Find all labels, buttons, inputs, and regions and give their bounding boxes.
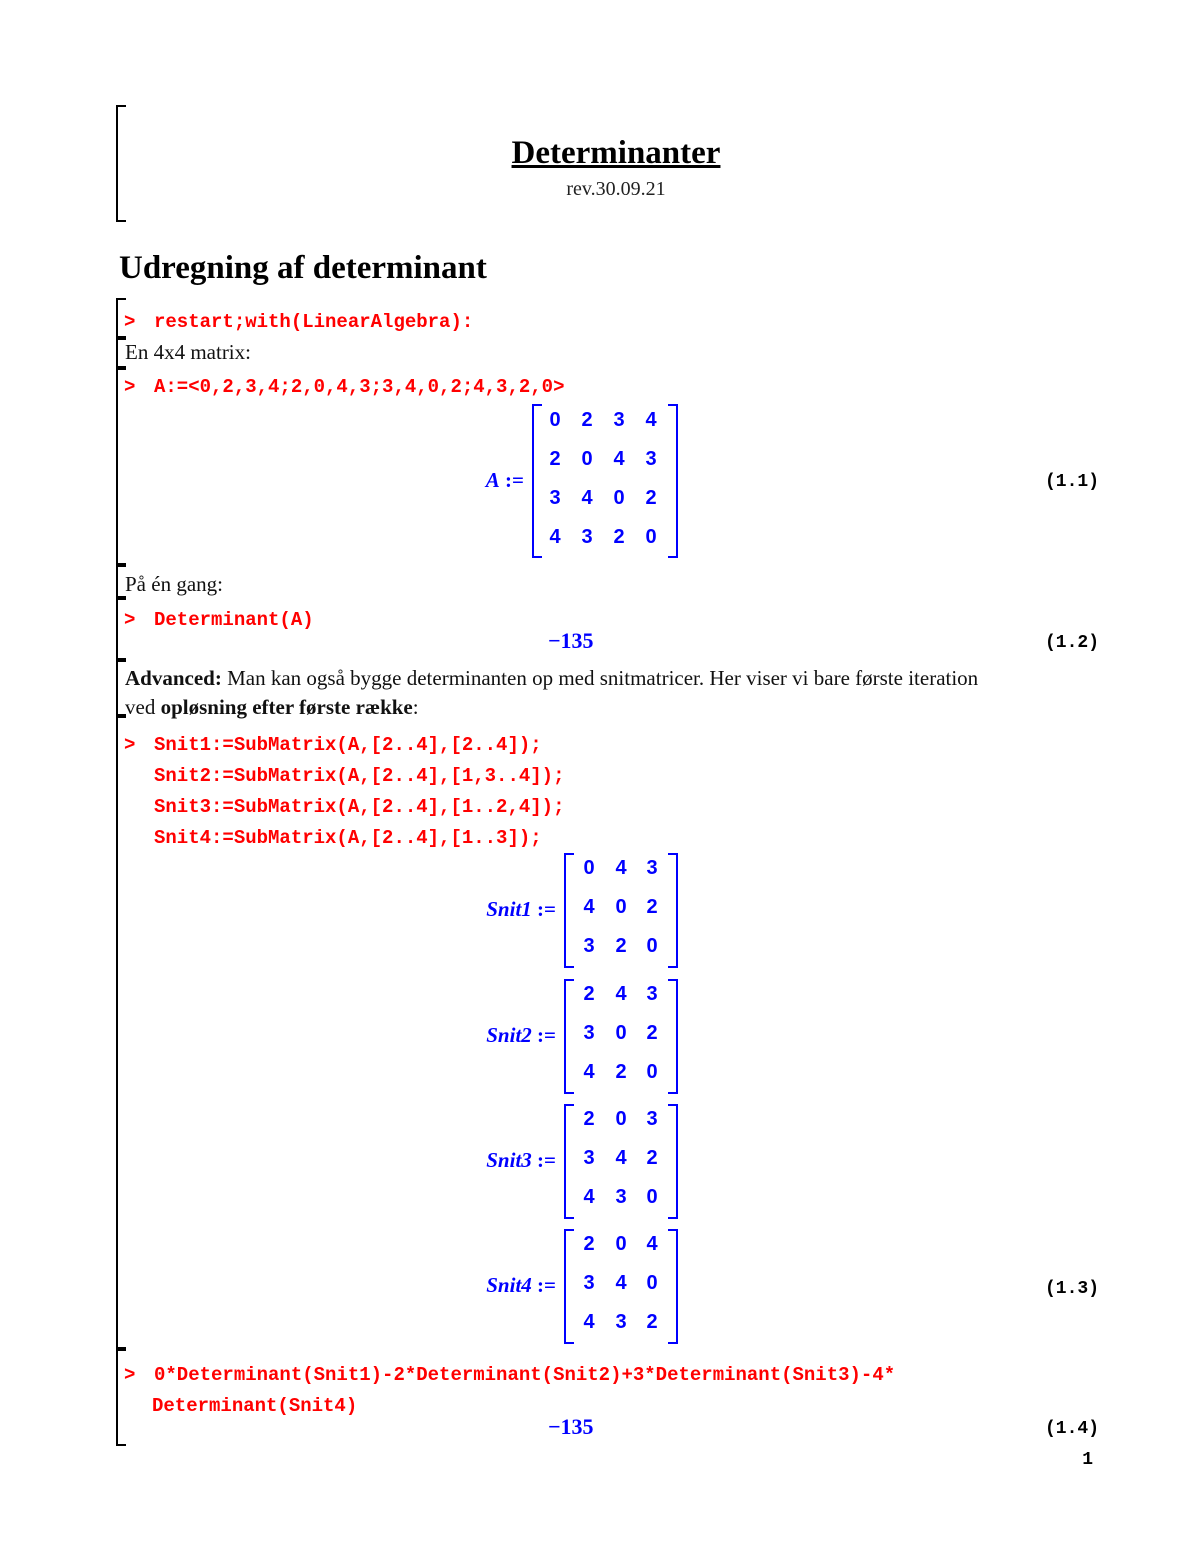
advanced-ved: ved	[125, 695, 161, 719]
matrix-cell: 0	[613, 487, 625, 509]
matrix-cell: 4	[583, 1311, 595, 1333]
prompt-marker: >	[124, 376, 136, 398]
result-cofactor: −135	[548, 1414, 594, 1439]
matrix-cell: 3	[613, 409, 625, 431]
matrix-cell: 3	[583, 1147, 595, 1169]
section-bracket	[116, 298, 118, 1446]
input-submatrix-1[interactable]	[124, 734, 542, 756]
advanced-bold-method: opløsning efter første række	[160, 695, 413, 719]
matrix-cell: 0	[615, 1022, 627, 1044]
advanced-text-line2[interactable]	[125, 695, 419, 720]
matrix-cell: 2	[646, 896, 658, 918]
snit1-label	[440, 897, 556, 922]
group-separator	[116, 658, 126, 662]
matrix-cell: 2	[646, 1147, 658, 1169]
assign-operator: :=	[499, 468, 524, 492]
advanced-text-line1[interactable]	[125, 666, 978, 691]
input-restart[interactable]	[124, 311, 473, 333]
group-separator	[116, 563, 126, 567]
revision-label: rev.30.09.21	[566, 178, 666, 200]
input-define-a[interactable]	[124, 376, 564, 398]
input-code[interactable]: A:=<0,2,3,4;2,0,4,3;3,4,0,2;4,3,2,0>	[154, 376, 565, 398]
input-cofactor-expansion[interactable]	[124, 1364, 895, 1386]
matrix-cell: 0	[615, 1233, 627, 1255]
matrix-cell: 2	[583, 983, 595, 1005]
equation-label-1-1: (1.1)	[1044, 472, 1099, 492]
matrix-cell: 4	[646, 1233, 658, 1255]
matrix-cell: 2	[615, 1061, 627, 1083]
matrix-snit4	[564, 1229, 678, 1344]
matrix-cell: 2	[581, 409, 593, 431]
matrix-a-label	[420, 468, 524, 493]
page-number: 1	[1082, 1450, 1093, 1470]
matrix-a	[532, 404, 678, 558]
matrix-cell: 4	[583, 1186, 595, 1208]
matrix-name: Snit1	[486, 897, 532, 921]
input-code[interactable]: restart;with(LinearAlgebra):	[154, 311, 474, 333]
matrix-cell: 4	[645, 409, 657, 431]
matrix-cell: 3	[581, 526, 593, 548]
matrix-name: Snit2	[486, 1023, 532, 1047]
snit3-label	[440, 1148, 556, 1173]
matrix-cell: 3	[583, 1022, 595, 1044]
input-cofactor-expansion-cont[interactable]: Determinant(Snit4)	[152, 1395, 358, 1417]
matrix-cell: 2	[645, 487, 657, 509]
matrix-name: Snit3	[486, 1148, 532, 1172]
matrix-cell: 0	[646, 1272, 658, 1294]
input-code[interactable]: Determinant(A)	[154, 609, 314, 631]
prompt-marker: >	[124, 734, 136, 756]
matrix-cell: 4	[583, 896, 595, 918]
matrix-cell: 2	[646, 1022, 658, 1044]
assign-operator: :=	[531, 1148, 556, 1172]
matrix-cell: 4	[615, 1147, 627, 1169]
matrix-cell: 3	[615, 1311, 627, 1333]
matrix-cell: 0	[646, 935, 658, 957]
assign-operator: :=	[531, 1273, 556, 1297]
matrix-cell: 3	[646, 1108, 658, 1130]
snit4-label	[440, 1273, 556, 1298]
prompt-marker: >	[124, 311, 136, 333]
matrix-cell: 4	[549, 526, 561, 548]
advanced-colon: :	[412, 695, 419, 719]
matrix-cell: 3	[549, 487, 561, 509]
matrix-cell: 0	[645, 526, 657, 548]
matrix-cell: 4	[581, 487, 593, 509]
advanced-text: Man kan også bygge determinanten op med snitmatricer. Her viser vi bare første iteration	[221, 666, 979, 690]
matrix-cell: 4	[615, 983, 627, 1005]
matrix-cell: 2	[549, 448, 561, 470]
matrix-cell: 3	[645, 448, 657, 470]
input-submatrix-2[interactable]: Snit2:=SubMatrix(A,[2..4],[1,3..4]);	[154, 765, 565, 787]
equation-label-1-4: (1.4)	[1044, 1419, 1099, 1439]
matrix-cell: 0	[549, 409, 561, 431]
matrix-cell: 0	[615, 896, 627, 918]
advanced-bold: Advanced:	[125, 666, 222, 690]
matrix-cell: 0	[646, 1186, 658, 1208]
matrix-cell: 3	[646, 983, 658, 1005]
matrix-cell: 0	[581, 448, 593, 470]
matrix-snit2	[564, 979, 678, 1094]
matrix-snit3	[564, 1104, 678, 1219]
matrix-snit1	[564, 853, 678, 968]
prompt-marker: >	[124, 1364, 136, 1386]
matrix-cell: 2	[646, 1311, 658, 1333]
matrix-cell: 4	[615, 1272, 627, 1294]
text-paa-en-gang[interactable]: På én gang:	[125, 572, 223, 596]
matrix-cell: 2	[583, 1108, 595, 1130]
matrix-cell: 4	[615, 857, 627, 879]
input-determinant-a[interactable]	[124, 609, 314, 631]
assign-operator: :=	[531, 897, 556, 921]
matrix-cell: 0	[583, 857, 595, 879]
equation-label-1-3: (1.3)	[1044, 1279, 1099, 1299]
page-title: Determinanter	[511, 135, 721, 171]
assign-operator: :=	[531, 1023, 556, 1047]
matrix-cell: 3	[646, 857, 658, 879]
input-submatrix-4[interactable]: Snit4:=SubMatrix(A,[2..4],[1..3]);	[154, 827, 542, 849]
snit2-label	[440, 1023, 556, 1048]
matrix-cell: 3	[583, 935, 595, 957]
matrix-cell: 0	[646, 1061, 658, 1083]
matrix-cell: 3	[583, 1272, 595, 1294]
equation-label-1-2: (1.2)	[1044, 633, 1099, 653]
section-heading: Udregning af determinant	[119, 250, 487, 286]
matrix-cell: 4	[613, 448, 625, 470]
matrix-cell: 4	[583, 1061, 595, 1083]
input-submatrix-3[interactable]: Snit3:=SubMatrix(A,[2..4],[1..2,4]);	[154, 796, 565, 818]
matrix-cell: 2	[615, 935, 627, 957]
matrix-cell: 2	[583, 1233, 595, 1255]
result-determinant: −135	[548, 628, 594, 653]
matrix-name: A	[485, 468, 500, 492]
matrix-name: Snit4	[486, 1273, 532, 1297]
matrix-cell: 2	[613, 526, 625, 548]
text-en-4x4[interactable]: En 4x4 matrix:	[125, 340, 251, 364]
prompt-marker: >	[124, 609, 136, 631]
input-code[interactable]: Snit1:=SubMatrix(A,[2..4],[2..4]);	[154, 734, 542, 756]
input-code[interactable]: 0*Determinant(Snit1)-2*Determinant(Snit2)+3*Determinant(Snit3)-4*	[154, 1364, 896, 1386]
group-separator	[116, 1347, 126, 1351]
matrix-cell: 0	[615, 1108, 627, 1130]
group-separator	[116, 366, 126, 370]
matrix-cell: 3	[615, 1186, 627, 1208]
